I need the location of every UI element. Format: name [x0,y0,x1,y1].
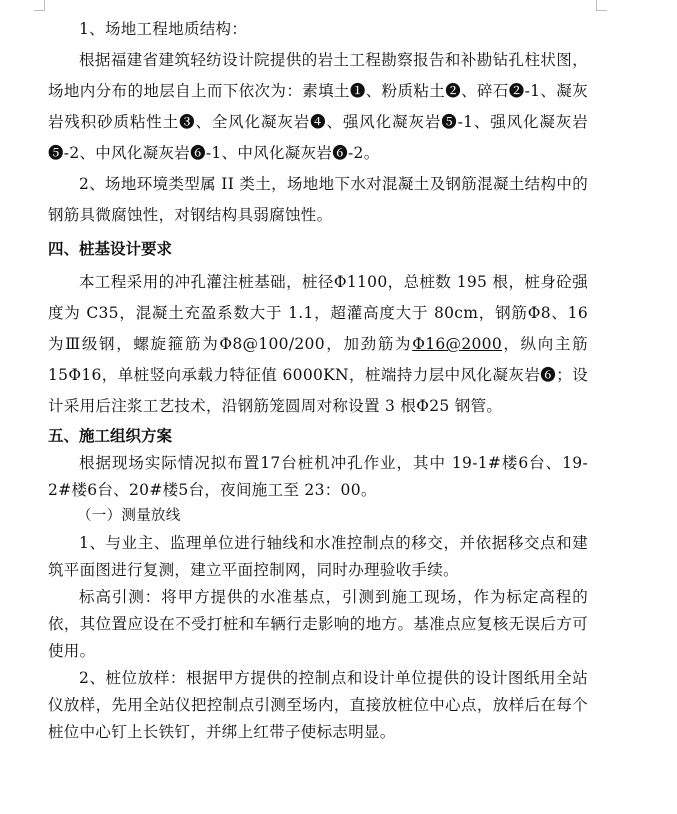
document-body [48,14,588,746]
section4-body-part2: ，纵向主筋 15Φ16，单桩竖向承载力特征值 6000KN，桩端持力层中风化凝灰岩❻；设计采用后注浆工艺技术，沿钢筋笼圆周对称设置 3 根Φ25 钢管。 [48,335,588,415]
section5-sub1-item1: 1、与业主、监理单位进行轴线和水准控制点的移交，并依据移交点和建筑平面图进行复测，建立平面控制网，同时办理验收手续。 [48,533,588,579]
section4-body-part1: 本工程采用的冲孔灌注桩基础，桩径Φ1100，总桩数 195 根，桩身砼强度为 C35，混凝土充盈系数大于 1.1，超灌高度大于 80cm，钢筋Φ8、16 为Ⅲ级钢，螺旋箍筋为Φ8@100/200，加劲筋为 [48,273,588,353]
site-item1-body: 根据福建省建筑轻纺设计院提供的岩土工程勘察报告和补勘钻孔柱状图，场地内分布的地层自上而下依次为：素填土❶、粉质粘土❷、碎石❷-1、凝灰岩残积砂质粘性土❸、全风化凝灰岩❹、强风化凝灰岩❺-1、强风化凝灰岩❺-2、中风化凝灰岩❻-1、中风化凝灰岩❻-2。 [48,51,588,162]
site-item2-body: 2、场地环境类型属 II 类土，场地地下水对混凝土及钢筋混凝土结构中的钢筋具微腐蚀性，对钢结构具弱腐蚀性。 [48,175,588,224]
section5-intro: 根据现场实际情况拟布置17台桩机冲孔作业，其中 19-1#楼6台、19-2#楼6台、20#楼5台，夜间施工至 23：00。 [48,454,588,499]
section5-body [48,450,588,746]
section5-sub1-item2: 2、桩位放样：根据甲方提供的控制点和设计单位提供的设计图纸用全站仪放样，先用全站仪把控制点引测至场内，直接放桩位中心点，放样后在每个桩位中心钉上长铁钉，并绑上红带子使标志明显。 [48,668,588,741]
site-item1-heading: 1、场地工程地质结构： [79,20,248,38]
section5-sub1-heading: （一）测量放线 [77,508,181,524]
page-corner-mark-right [596,0,607,11]
section5-heading: 五、施工组织方案 [48,427,173,445]
page-corner-mark-left [34,0,45,11]
section4-body-underlined: Φ16@2000 [412,335,502,353]
section4-body [48,267,588,422]
section4-heading: 四、桩基设计要求 [48,240,173,258]
section5-elevation: 标高引测：将甲方提供的水准基点，引测到施工现场，作为标定高程的依，其位置应设在不受打桩和车辆行走影响的地方。基准点应复核无误后方可使用。 [48,587,588,660]
